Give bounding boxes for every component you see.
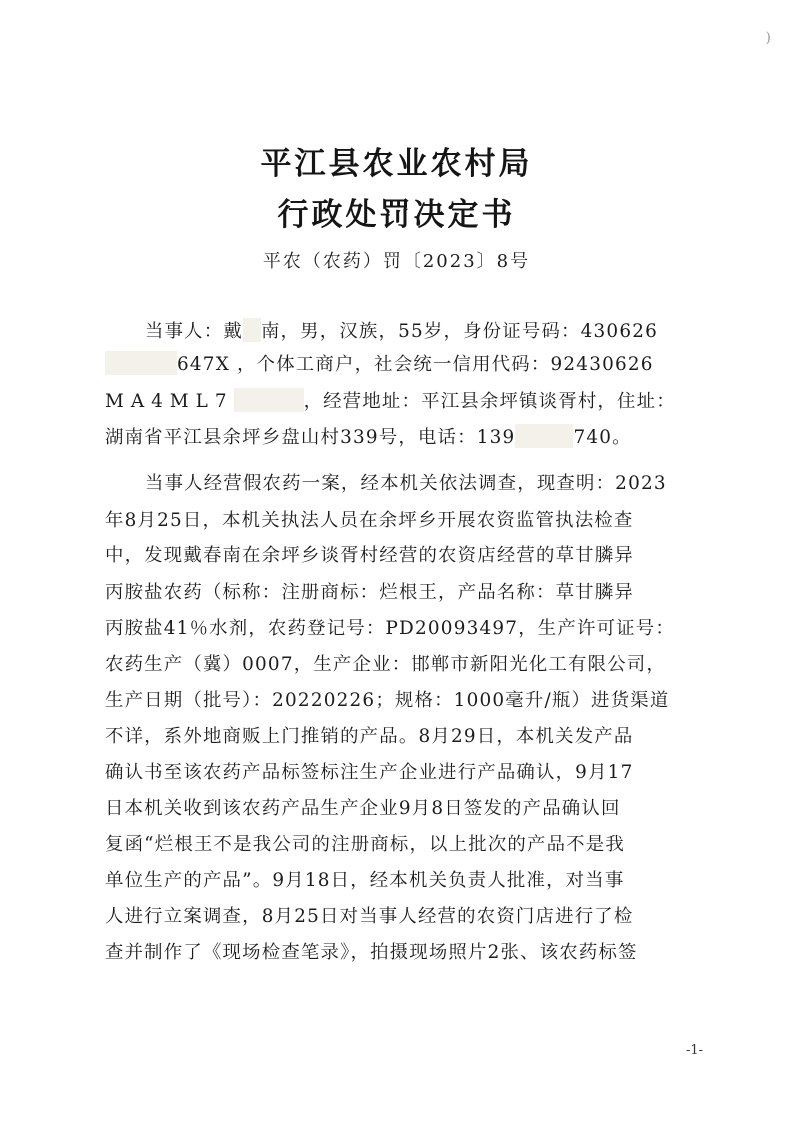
body-line: 日本机关收到该农药产品生产企业9月8日签发的产品确认回: [105, 798, 621, 819]
body-line: 不详，系外地商贩上门推销的产品。8月29日，本机关发产品: [105, 726, 634, 747]
scan-edge-mark: ): [765, 30, 771, 46]
party-line-2: [105, 350, 695, 376]
body-line: 查并制作了《现场检查笔录》，拍摄现场照片2张、该农药标签: [105, 942, 638, 963]
redaction-box: [105, 351, 177, 375]
body-line: 农药生产（冀）0007，生产企业：邯郸市新阳光化工有限公司，: [105, 654, 666, 675]
credit-code-prefix: MA4ML7: [105, 391, 234, 412]
body-line: 丙胺盐41％水剂，农药登记号：PD20093497，生产许可证号：: [105, 618, 675, 639]
party-text: 647X ，个体工商户，社会统一信用代码：92430626: [177, 354, 654, 375]
document-number: 平农（农药）罚〔2023〕8号: [262, 251, 531, 272]
party-text: 740。: [573, 427, 632, 448]
body-line: 生产日期（批号）：20220226；规格：1000毫升/瓶）进货渠道: [105, 690, 670, 711]
document-type-title: 行政处罚决定书: [277, 197, 516, 233]
body-line: 确认书至该农药产品标签标注生产企业进行产品确认，9月17: [105, 762, 634, 783]
body-line: 中，发现戴春南在余坪乡谈胥村经营的农资店经营的草甘膦异: [105, 545, 634, 566]
body-line: 年8月25日，本机关执法人员在余坪乡开展农资监管执法检查: [105, 510, 634, 531]
agency-title: 平江县农业农村局: [260, 146, 533, 182]
body-line: 单位生产的产品”。9月18日，经本机关负责人批准，对当事: [105, 870, 625, 891]
redaction-box: [243, 318, 261, 342]
page-number: -1-: [686, 1043, 704, 1058]
party-line-4: [105, 423, 695, 449]
redaction-box: [515, 424, 573, 448]
party-text: 南，男，汉族，55岁，身份证号码：430626: [260, 321, 659, 342]
party-label: 当事人：戴: [145, 321, 243, 342]
body-line: 当事人经营假农药一案，经本机关依法调查，现查明：2023: [145, 473, 667, 494]
body-line: 复函“烂根王不是我公司的注册商标，以上批次的产品不是我: [105, 834, 625, 855]
party-line-1: [145, 317, 705, 343]
party-text: 湖南省平江县余坪乡盘山村339号，电话：139: [105, 427, 516, 448]
body-line: 人进行立案调查，8月25日对当事人经营的农资门店进行了检: [105, 906, 634, 927]
party-line-3: [105, 387, 695, 413]
body-line: 丙胺盐农药（标称：注册商标：烂根王，产品名称：草甘膦异: [105, 582, 634, 603]
party-text: ，经营地址：平江县余坪镇谈胥村，住址：: [303, 391, 676, 412]
redaction-box: [234, 388, 304, 412]
